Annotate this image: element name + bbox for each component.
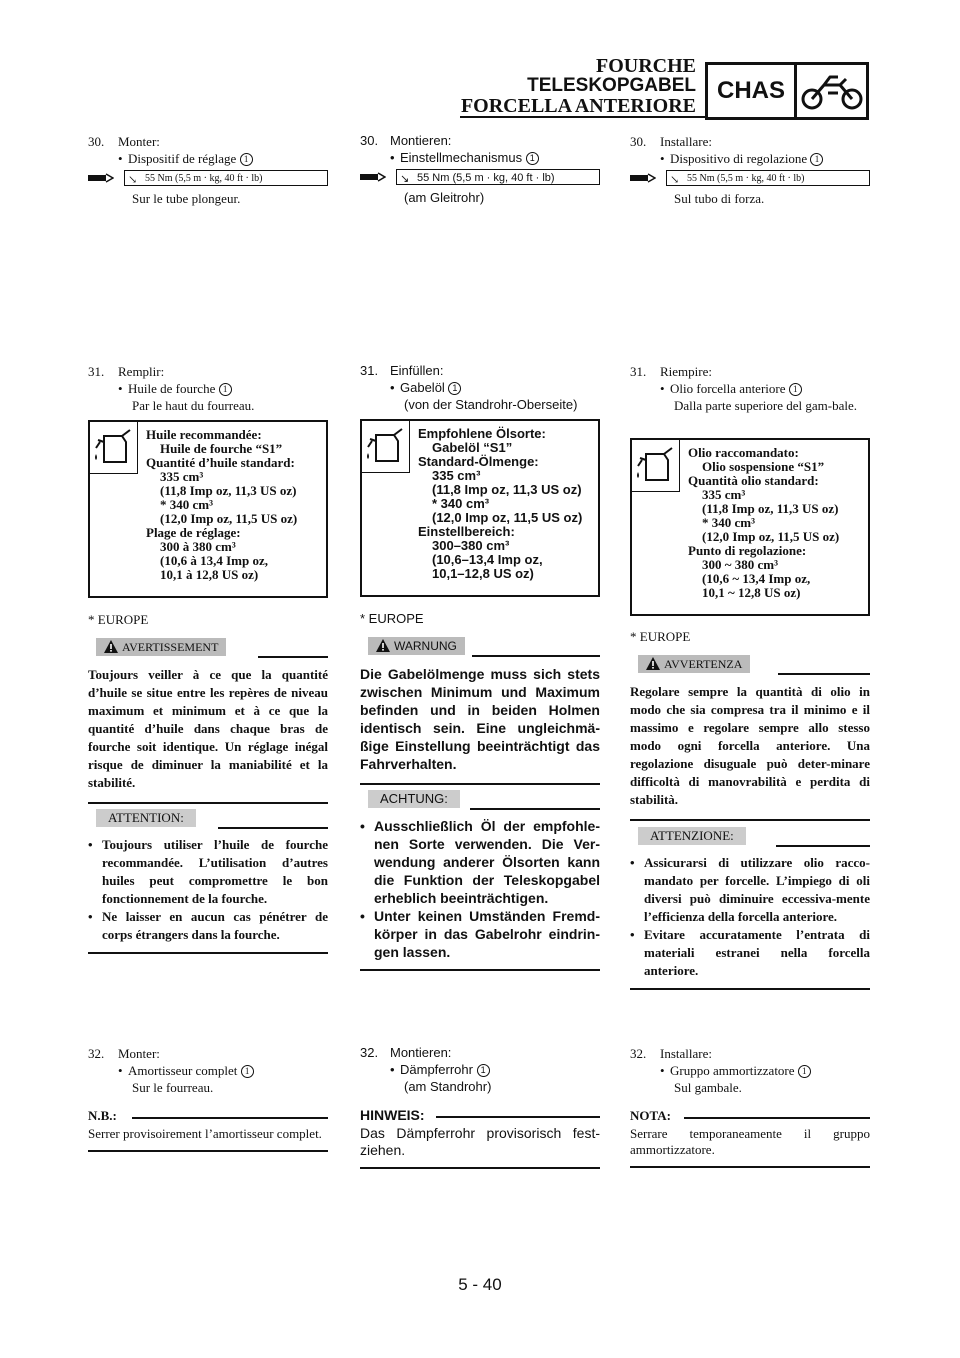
torque-box	[666, 170, 870, 186]
oil-range-value: 300–380 cm³	[432, 538, 510, 553]
attention-item-2: • Ne laisser en aucun cas pénétrer de corps étrangers dans la fourche.	[88, 908, 328, 944]
step-30	[88, 133, 328, 207]
warning-block	[360, 637, 600, 785]
attention-block	[630, 827, 870, 990]
motorcycle-icon	[800, 71, 864, 111]
bullet-text: Olio forcella anteriore	[670, 381, 786, 396]
attention-list	[630, 854, 870, 980]
warning-block	[88, 638, 328, 804]
warning-header	[630, 655, 870, 677]
step-bullet	[360, 1061, 600, 1078]
step-number: 30.	[360, 133, 379, 148]
oil-standard-imperial: (11,8 Imp oz, 11,3 US oz)	[702, 501, 839, 516]
step-title: Montieren:	[390, 133, 452, 148]
note-label: N.B.:	[88, 1108, 117, 1123]
europe-footnote: * EUROPE	[630, 629, 691, 644]
note-label: HINWEIS:	[360, 1107, 425, 1123]
warning-header	[360, 637, 600, 659]
oil-europe-value: * 340 cm³	[702, 515, 755, 530]
attention-rule	[470, 808, 600, 810]
step-30	[360, 132, 600, 206]
step-number: 31.	[88, 364, 105, 379]
oil-label-recommended: Huile recommandée:	[146, 427, 262, 442]
step-note: Sur le tube plongeur.	[132, 191, 241, 206]
step-note: Sur le fourreau.	[132, 1080, 214, 1095]
ref-number-1: 1	[448, 382, 461, 395]
ref-number-1: 1	[477, 1064, 490, 1077]
attention-end-rule	[360, 969, 600, 971]
note-rule	[132, 1117, 328, 1119]
warning-triangle-icon	[104, 640, 118, 653]
attention-label: ACHTUNG:	[368, 790, 460, 808]
oil-icon-cell	[632, 440, 680, 492]
warning-triangle-icon	[646, 657, 660, 670]
ref-number-1: 1	[240, 153, 253, 166]
note-rule	[436, 1116, 600, 1118]
header-title-de: TELESKOPGABEL	[527, 75, 696, 96]
warning-rule	[472, 655, 600, 657]
warning-text: Regolare sempre la quantità di olio in modo che sia compresa tra il minimo e il massimo e regolare sempre allo stesso modo ogni forcella anteriore. Una regolazione disuguale può deter-minare difficoltà di manovrabilità e perdita di stabilità.	[630, 684, 870, 807]
torque-value: 55 Nm (5,5 m · kg, 40 ft · lb)	[417, 172, 555, 184]
note-block	[88, 1108, 328, 1152]
step-bullet	[88, 150, 328, 167]
step-number: 32.	[360, 1045, 379, 1060]
bullet-text: Huile de fourche	[128, 381, 216, 396]
warning-rule	[778, 673, 870, 675]
oil-standard-value: 335 cm³	[702, 487, 746, 502]
oil-label-recommended: Empfohlene Ölsorte:	[418, 426, 546, 441]
oil-label-range: Einstellbereich:	[418, 524, 515, 539]
oil-icon-cell	[90, 422, 138, 474]
note-rule	[684, 1117, 870, 1119]
attention-header	[360, 790, 600, 812]
attention-list	[88, 836, 328, 944]
attention-item-1: • Assicurarsi di utilizzare olio racco-mandato per forcelle. L’impiego di oli diversi può diminuire eccessiva-mente l’efficienza della forcella anteriore.	[630, 854, 870, 926]
step-32	[88, 1045, 328, 1096]
oil-can-icon	[362, 421, 408, 471]
step-31	[88, 363, 328, 414]
wrench-small-icon: ↘	[128, 174, 138, 186]
step-note: Sul gambale.	[674, 1080, 742, 1095]
oil-spec-box	[360, 419, 600, 597]
oil-label-range: Plage de réglage:	[146, 525, 241, 540]
torque-value: 55 Nm (5,5 m · kg, 40 ft · lb)	[687, 173, 805, 184]
europe-footnote: * EUROPE	[88, 612, 149, 627]
ref-number-1: 1	[798, 1065, 811, 1078]
oil-range-imperial-2: 10,1–12,8 US oz)	[432, 566, 534, 581]
step-note: (von der Standrohr-Oberseite)	[404, 397, 578, 412]
warning-text: Toujours veiller à ce que la quantité d’huile se situe entre les repères de niveau maximum et minimum et à ce que la quantité d’huile dans chaque bras de fourche soit identique. Un réglage inégal risque de diminuer la maniabilité et la stabilité.	[88, 667, 328, 790]
oil-type: Olio sospensione “S1”	[702, 459, 825, 474]
column-fr	[88, 133, 328, 1141]
oil-standard-value: 335 cm³	[432, 468, 481, 483]
ref-number-1: 1	[219, 383, 232, 396]
warning-tag	[96, 638, 226, 656]
wrench-small-icon: ↘	[400, 173, 410, 185]
step-title: Montieren:	[390, 1045, 452, 1060]
oil-europe-imperial: (12,0 Imp oz, 11,5 US oz)	[160, 511, 298, 526]
oil-europe-imperial: (12,0 Imp oz, 11,5 US oz)	[432, 510, 583, 525]
step-bullet	[360, 149, 600, 166]
attention-list	[360, 817, 600, 961]
warning-block	[630, 655, 870, 821]
attention-end-rule	[630, 988, 870, 990]
attention-item-1: • Ausschließlich Öl der empfohle-nen Sorte verwenden. Die Ver-wendung anderer Ölsorten kann die Funktion der Teleskopgabel erheblich beeinträchtigen.	[360, 817, 600, 907]
oil-label-range: Punto di regolazione:	[688, 543, 807, 558]
column-de	[360, 132, 600, 1158]
note-block	[360, 1107, 600, 1169]
torque-box	[396, 169, 600, 185]
ref-number-1: 1	[810, 153, 823, 166]
step-title: Installare:	[660, 1046, 712, 1061]
oil-europe-value: * 340 cm³	[432, 496, 490, 511]
warning-rule	[258, 656, 328, 658]
torque-wrench-icon	[630, 173, 656, 183]
step-32	[360, 1044, 600, 1095]
step-title: Monter:	[118, 1046, 160, 1061]
step-note: Par le haut du fourreau.	[132, 398, 255, 413]
attention-item-2: • Unter keinen Umständen Fremd-körper in das Gabelrohr eindrin-gen lassen.	[360, 907, 600, 961]
attention-label: ATTENTION:	[96, 809, 196, 827]
oil-range-imperial-1: (10,6–13,4 Imp oz,	[432, 552, 543, 567]
page-number: 5 - 40	[458, 1275, 502, 1294]
warning-end-rule	[360, 783, 600, 785]
step-30	[630, 133, 870, 207]
step-number: 32.	[88, 1046, 105, 1061]
warning-end-rule	[88, 802, 328, 804]
attention-block	[360, 790, 600, 971]
step-bullet	[88, 1062, 328, 1079]
step-31	[630, 363, 870, 414]
step-number: 30.	[88, 134, 105, 149]
step-bullet	[360, 379, 600, 396]
oil-range-imperial-2: 10,1 à 12,8 US oz)	[160, 567, 259, 582]
ref-number-1: 1	[241, 1065, 254, 1078]
note-text: Das Dämpferrohr provisorisch fest-ziehen.	[360, 1125, 600, 1158]
europe-footnote: * EUROPE	[360, 611, 424, 626]
bullet-text: Einstellmechanismus	[400, 150, 523, 165]
note-label: NOTA:	[630, 1108, 671, 1123]
torque-box	[124, 170, 328, 186]
warning-label: WARNUNG	[394, 639, 457, 653]
ref-number-1: 1	[789, 383, 802, 396]
oil-type: Huile de fourche “S1”	[160, 441, 283, 456]
column-it	[630, 133, 870, 1157]
step-bullet	[630, 1062, 870, 1079]
oil-range-imperial-2: 10,1 ~ 12,8 US oz)	[702, 585, 801, 600]
step-number: 30.	[630, 134, 647, 149]
warning-triangle-icon	[376, 639, 390, 652]
bullet-text: Dispositivo di regolazione	[670, 151, 808, 166]
step-title: Einfüllen:	[390, 363, 444, 378]
bullet-text: Dämpferrohr	[400, 1062, 473, 1077]
torque-value: 55 Nm (5,5 m · kg, 40 ft · lb)	[145, 173, 263, 184]
wrench-small-icon: ↘	[670, 174, 680, 186]
oil-range-value: 300 ~ 380 cm³	[702, 557, 779, 572]
step-note: Dalla parte superiore del gam-bale.	[674, 398, 857, 413]
attention-item-1: • Toujours utiliser l’huile de fourche recommandée. L’utilisation d’autres huiles peut compromettre le bon fonctionnement de la fourche.	[88, 836, 328, 908]
attention-block	[88, 809, 328, 954]
oil-range-value: 300 à 380 cm³	[160, 539, 236, 554]
warning-label: AVVERTENZA	[664, 657, 743, 671]
attention-rule	[218, 827, 328, 829]
step-note: (am Gleitrohr)	[404, 190, 485, 205]
oil-label-standard: Standard-Ölmenge:	[418, 454, 539, 469]
step-title: Remplir:	[118, 364, 165, 379]
oil-range-imperial-1: (10,6 à 13,4 Imp oz,	[160, 553, 268, 568]
oil-type: Gabelöl “S1”	[432, 440, 513, 455]
step-title: Monter:	[118, 134, 160, 149]
note-end-rule	[88, 1150, 328, 1152]
oil-icon-cell	[362, 421, 410, 473]
bullet-text: Amortisseur complet	[128, 1063, 238, 1078]
oil-spec-box	[88, 420, 328, 598]
oil-label-standard: Quantité d’huile standard:	[146, 455, 295, 470]
step-bullet	[630, 150, 870, 167]
step-bullet	[88, 380, 328, 397]
oil-spec-box	[630, 438, 870, 616]
bullet-text: Dispositif de réglage	[128, 151, 237, 166]
note-header	[360, 1107, 600, 1125]
attention-label: ATTENZIONE:	[638, 827, 746, 845]
bullet-text: Gabelöl	[400, 380, 445, 395]
note-end-rule	[360, 1167, 600, 1169]
chas-badge	[705, 62, 869, 120]
warning-header	[88, 638, 328, 660]
oil-europe-value: * 340 cm³	[160, 497, 213, 512]
note-text: Serrer provisoirement l’amortisseur complet.	[88, 1126, 322, 1141]
torque-spec	[360, 169, 600, 187]
attention-item-2: • Evitare accuratamente l’entrata di materiali estranei nella forcella anteriore.	[630, 926, 870, 980]
oil-standard-value: 335 cm³	[160, 469, 204, 484]
note-header	[630, 1108, 870, 1126]
ref-number-1: 1	[526, 152, 539, 165]
step-number: 31.	[360, 363, 379, 378]
note-header	[88, 1108, 328, 1126]
oil-range-imperial-1: (10,6 ~ 13,4 Imp oz,	[702, 571, 811, 586]
torque-wrench-icon	[88, 173, 114, 183]
oil-label-recommended: Olio raccomandato:	[688, 445, 799, 460]
note-block	[630, 1108, 870, 1168]
step-bullet	[630, 380, 870, 397]
step-note: Sul tubo di forza.	[674, 191, 765, 206]
badge-label: CHAS	[708, 65, 797, 117]
oil-standard-imperial: (11,8 Imp oz, 11,3 US oz)	[160, 483, 297, 498]
warning-text: Die Gabelölmenge muss sich stets zwischen Minimum und Maximum befinden und in beiden Holmen identisch sein. Eine ungleichmä-ßige Einstellung beeinträchtigt das Fahrverhalten.	[360, 666, 600, 772]
attention-rule	[776, 845, 870, 847]
torque-spec	[630, 170, 870, 188]
step-32	[630, 1045, 870, 1096]
warning-label: AVERTISSEMENT	[122, 640, 219, 654]
step-title: Installare:	[660, 134, 712, 149]
oil-standard-imperial: (11,8 Imp oz, 11,3 US oz)	[432, 482, 582, 497]
header-title-fr: FOURCHE	[596, 55, 696, 77]
torque-wrench-icon	[360, 172, 386, 182]
header-rule	[460, 116, 705, 118]
step-number: 31.	[630, 364, 647, 379]
bullet-text: Gruppo ammortizzatore	[670, 1063, 795, 1078]
note-end-rule	[630, 1166, 870, 1168]
note-text: Serrare temporaneamente il gruppo ammortizzatore.	[630, 1126, 870, 1157]
oil-europe-imperial: (12,0 Imp oz, 11,5 US oz)	[702, 529, 840, 544]
step-number: 32.	[630, 1046, 647, 1061]
attention-header	[88, 809, 328, 831]
oil-can-icon	[632, 440, 678, 490]
step-note: (am Standrohr)	[404, 1079, 492, 1094]
header-title-it: FORCELLA ANTERIORE	[460, 95, 696, 117]
torque-spec	[88, 170, 328, 188]
oil-can-icon	[90, 422, 136, 472]
step-31	[360, 362, 600, 413]
attention-end-rule	[88, 952, 328, 954]
step-title: Riempire:	[660, 364, 712, 379]
warning-end-rule	[630, 819, 870, 821]
warning-tag	[368, 637, 465, 655]
warning-tag	[638, 655, 750, 673]
attention-header	[630, 827, 870, 849]
oil-label-standard: Quantità olio standard:	[688, 473, 819, 488]
section-header	[400, 56, 696, 117]
